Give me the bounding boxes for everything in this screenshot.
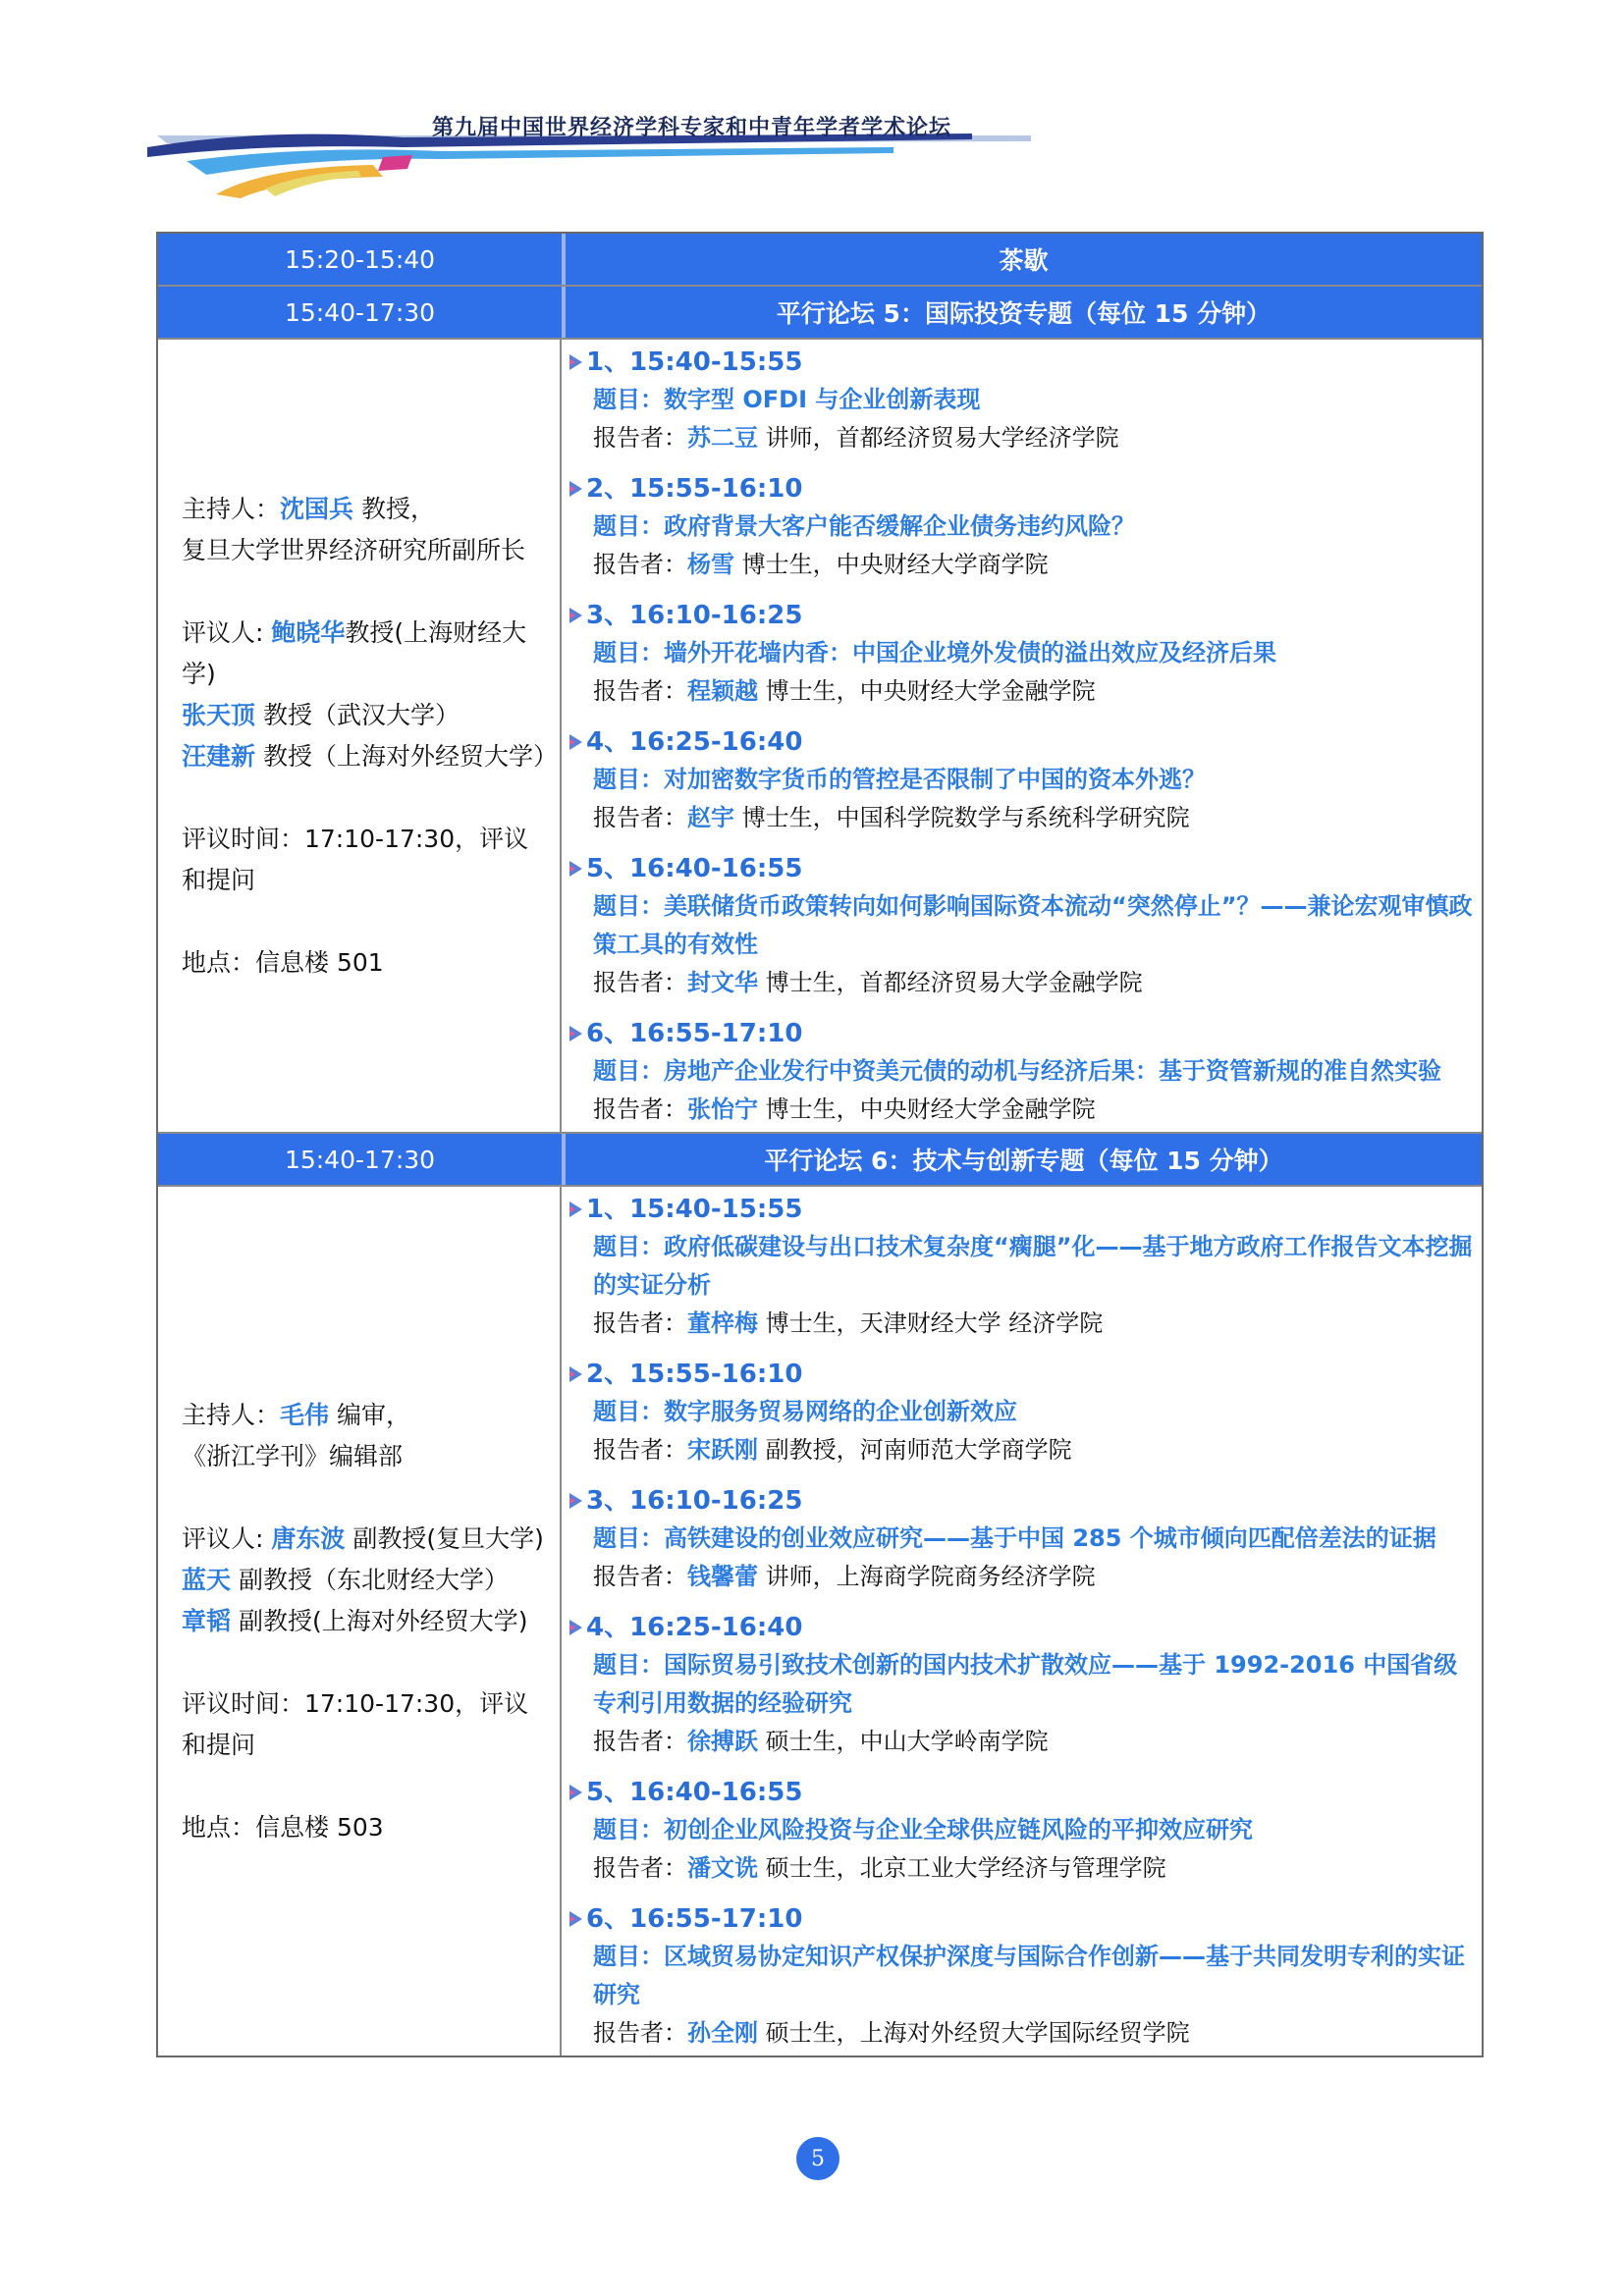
forum5-review-time-cont: 和提问	[182, 865, 256, 894]
forum6-info	[158, 1187, 562, 2056]
arrow-icon	[569, 608, 582, 623]
talk-presenter: 报告者：孙全刚 硕士生，上海对外经贸大学国际经贸学院	[593, 2019, 1190, 2047]
talk-presenter: 报告者：董梓梅 博士生，天津财经大学 经济学院	[593, 1309, 1104, 1337]
talk-presenter: 报告者：苏二豆 讲师，首都经济贸易大学经济学院	[593, 424, 1119, 452]
talk-item: 6、16:55-17:10 题目：房地产企业发行中资美元债的动机与经济后果：基于资管新规的准自然实验 报告者：张怡宁 博士生，中央财经大学金融学院	[569, 1015, 1474, 1128]
arrow-icon	[569, 1366, 582, 1382]
talk-item: 4、16:25-16:40 题目：对加密数字货币的管控是否限制了中国的资本外逃？ 报告者：赵宇 博士生，中国科学院数学与系统科学研究院	[569, 723, 1474, 836]
forum5-reviewer-2: 张天顶 教授（武汉大学）	[182, 700, 460, 729]
tea-break-label: 茶歇	[566, 234, 1482, 285]
talk-title: 题目：数字服务贸易网络的企业创新效应	[593, 1398, 1017, 1425]
forum5-location: 地点：信息楼 501	[182, 947, 384, 977]
forum6-host-name: 毛伟	[280, 1400, 330, 1429]
forum6-review-time: 评议时间：17:10-17:30，评议	[182, 1688, 529, 1718]
talk-item: 6、16:55-17:10 题目：区域贸易协定知识产权保护深度与国际合作创新——基于共同发明专利的实证研究 报告者：孙全刚 硕士生，上海对外经贸大学国际经贸学院	[569, 1900, 1474, 2052]
talk-item: 3、16:10-16:25 题目：墙外开花墙内香：中国企业境外发债的溢出效应及经济后果 报告者：程颖越 博士生，中央财经大学金融学院	[569, 597, 1474, 710]
talk-title: 题目：房地产企业发行中资美元债的动机与经济后果：基于资管新规的准自然实验	[593, 1057, 1441, 1085]
talk-presenter: 报告者：徐搏跃 硕士生，中山大学岭南学院	[593, 1728, 1049, 1755]
talk-item: 2、15:55-16:10 题目：数字服务贸易网络的企业创新效应 报告者：宋跃刚 副教授，河南师范大学商学院	[569, 1356, 1474, 1468]
forum6-reviewer-3: 章韬 副教授(上海对外经贸大学)	[182, 1606, 528, 1635]
talk-presenter: 报告者：钱馨蕾 讲师，上海商学院商务经济学院	[593, 1563, 1096, 1590]
talk-presenter: 报告者：封文华 博士生，首都经济贸易大学金融学院	[593, 969, 1143, 996]
forum6-host: 主持人：毛伟 编审，	[182, 1400, 410, 1429]
schedule-table	[156, 232, 1484, 2057]
forum5-host: 主持人：沈国兵 教授，	[182, 494, 435, 523]
arrow-icon	[569, 734, 582, 750]
forum5-host-org: 复旦大学世界经济研究所副所长	[182, 535, 526, 564]
arrow-icon	[569, 354, 582, 370]
talk-presenter: 报告者：潘文诜 硕士生，北京工业大学经济与管理学院	[593, 1854, 1166, 1882]
arrow-icon	[569, 861, 582, 877]
talk-presenter: 报告者：杨雪 博士生，中央财经大学商学院	[593, 551, 1049, 578]
page-number: 5	[796, 2137, 839, 2180]
tea-break-time: 15:20-15:40	[158, 234, 566, 285]
forum5-title: 平行论坛 5：国际投资专题（每位 15 分钟）	[566, 287, 1482, 338]
forum6-title: 平行论坛 6：技术与创新专题（每位 15 分钟）	[566, 1134, 1482, 1185]
forum6-header-row	[158, 1134, 1482, 1187]
talk-title: 题目：政府背景大客户能否缓解企业债务违约风险？	[593, 512, 1135, 540]
talk-item: 2、15:55-16:10 题目：政府背景大客户能否缓解企业债务违约风险？ 报告者：杨雪 博士生，中央财经大学商学院	[569, 470, 1474, 583]
forum6-reviewer-1: 评议人: 唐东波 副教授(复旦大学)	[182, 1523, 544, 1553]
arrow-icon	[569, 1201, 582, 1217]
talk-title: 题目：政府低碳建设与出口技术复杂度“瘸腿”化——基于地方政府工作报告文本挖掘的实证分析	[593, 1233, 1473, 1299]
talk-item: 5、16:40-16:55 题目：初创企业风险投资与企业全球供应链风险的平抑效应研究 报告者：潘文诜 硕士生，北京工业大学经济与管理学院	[569, 1774, 1474, 1887]
talk-item: 5、16:40-16:55 题目：美联储货币政策转向如何影响国际资本流动“突然停止”？——兼论宏观审慎政策工具的有效性 报告者：封文华 博士生，首都经济贸易大学金融学院	[569, 850, 1474, 1001]
talk-item: 1、15:40-15:55 题目：政府低碳建设与出口技术复杂度“瘸腿”化——基于地方政府工作报告文本挖掘的实证分析 报告者：董梓梅 博士生，天津财经大学 经济学院	[569, 1191, 1474, 1342]
page-header	[0, 0, 1624, 206]
forum5-reviewer-3: 汪建新 教授（上海对外经贸大学）	[182, 741, 558, 771]
talk-title: 题目：墙外开花墙内香：中国企业境外发债的溢出效应及经济后果	[593, 639, 1276, 667]
arrow-icon	[569, 1911, 582, 1927]
forum5-header-row	[158, 287, 1482, 340]
talk-title: 题目：区域贸易协定知识产权保护深度与国际合作创新——基于共同发明专利的实证研究	[593, 1943, 1465, 2008]
forum5-talks	[562, 340, 1482, 1132]
talk-title: 题目：国际贸易引致技术创新的国内技术扩散效应——基于 1992-2016 中国省级专利引用数据的经验研究	[593, 1651, 1458, 1717]
forum6-review-time-cont: 和提问	[182, 1730, 256, 1759]
forum5-time: 15:40-17:30	[158, 287, 566, 338]
forum5-reviewer-1: 评议人: 鲍晓华教授(上海财经大学)	[182, 617, 527, 688]
talk-item: 1、15:40-15:55 题目：数字型 OFDI 与企业创新表现 报告者：苏二豆 讲师，首都经济贸易大学经济学院	[569, 344, 1474, 456]
forum5-body	[158, 340, 1482, 1134]
talk-presenter: 报告者：程颖越 博士生，中央财经大学金融学院	[593, 677, 1096, 705]
talk-title: 题目：高铁建设的创业效应研究——基于中国 285 个城市倾向匹配倍差法的证据	[593, 1524, 1436, 1552]
arrow-icon	[569, 1493, 582, 1509]
forum6-location: 地点：信息楼 503	[182, 1812, 384, 1842]
talk-presenter: 报告者：宋跃刚 副教授，河南师范大学商学院	[593, 1436, 1072, 1464]
arrow-icon	[569, 1026, 582, 1041]
tea-break-row	[158, 234, 1482, 287]
talk-title: 题目：数字型 OFDI 与企业创新表现	[593, 386, 981, 413]
arrow-icon	[569, 481, 582, 497]
header-title: 第九届中国世界经济学科专家和中青年学者学术论坛	[432, 116, 952, 140]
forum5-info	[158, 340, 562, 1132]
arrow-icon	[569, 1620, 582, 1635]
arrow-icon	[569, 1785, 582, 1800]
forum6-reviewer-2: 蓝天 副教授（东北财经大学）	[182, 1565, 509, 1594]
forum6-body	[158, 1187, 1482, 2056]
forum6-host-org: 《浙江学刊》编辑部	[182, 1441, 404, 1470]
talk-title: 题目：美联储货币政策转向如何影响国际资本流动“突然停止”？——兼论宏观审慎政策工具的有效性	[593, 892, 1473, 958]
talk-presenter: 报告者：赵宇 博士生，中国科学院数学与系统科学研究院	[593, 804, 1190, 831]
talk-presenter: 报告者：张怡宁 博士生，中央财经大学金融学院	[593, 1095, 1096, 1123]
forum5-host-name: 沈国兵	[280, 494, 354, 523]
talk-title: 题目：初创企业风险投资与企业全球供应链风险的平抑效应研究	[593, 1816, 1253, 1843]
forum5-review-time: 评议时间：17:10-17:30，评议	[182, 824, 529, 853]
talk-title: 题目：对加密数字货币的管控是否限制了中国的资本外逃？	[593, 766, 1206, 793]
talk-item: 3、16:10-16:25 题目：高铁建设的创业效应研究——基于中国 285 个城市倾向匹配倍差法的证据 报告者：钱馨蕾 讲师，上海商学院商务经济学院	[569, 1482, 1474, 1595]
talk-item: 4、16:25-16:40 题目：国际贸易引致技术创新的国内技术扩散效应——基于 1992-2016 中国省级专利引用数据的经验研究 报告者：徐搏跃 硕士生，中山大学岭南学院	[569, 1609, 1474, 1760]
forum6-talks	[562, 1187, 1482, 2056]
forum6-time: 15:40-17:30	[158, 1134, 566, 1185]
